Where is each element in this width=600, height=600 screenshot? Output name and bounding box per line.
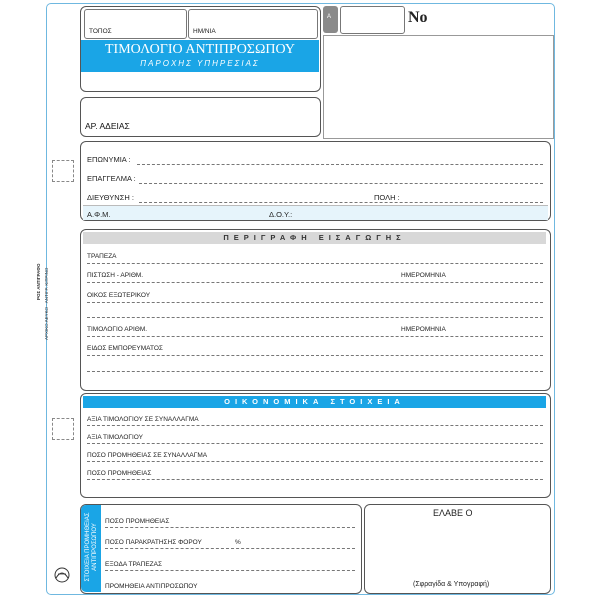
place-label: ΤΟΠΟΣ xyxy=(89,28,112,35)
stamp-label: (Σφραγίδα & Υπογραφή) xyxy=(413,581,490,588)
financial-row-3: ΠΟΣΟ ΠΡΟΜΗΘΕΙΑΣ ΣΕ ΣΥΝΑΛΛΑΓΜΑ xyxy=(87,452,208,459)
publisher-logo-icon xyxy=(52,566,72,584)
tax-strip xyxy=(83,205,548,220)
perforation-mark-top xyxy=(52,160,74,182)
foreign-house-label: ΟΙΚΟΣ ΕΞΩΤΕΡΙΚΟΥ xyxy=(87,292,151,299)
copy-tab xyxy=(323,6,338,33)
financial-title: ΟΙΚΟΝΟΜΙΚΑ ΣΤΟΙΧΕΙΑ xyxy=(83,396,546,408)
commission-line-2 xyxy=(105,548,355,549)
address-label: ΔΙΕΥΘΥΝΣΗ : xyxy=(87,193,134,202)
afm-label: Α.Φ.Μ. xyxy=(87,210,111,219)
customer-box xyxy=(80,141,551,221)
date-label: ΗΜ/ΝΙΑ xyxy=(193,28,216,35)
commission-box xyxy=(80,504,362,594)
financial-row-4: ΠΟΣΟ ΠΡΟΜΗΘΕΙΑΣ xyxy=(87,470,152,477)
import-line-3 xyxy=(87,302,543,303)
import-line-5 xyxy=(87,336,543,337)
profession-line xyxy=(139,183,543,184)
license-label: ΑΡ. ΑΔΕΙΑΣ xyxy=(85,121,130,131)
import-title: ΠΕΡΙΓΡΑΦΗ ΕΙΣΑΓΩΓΗΣ xyxy=(83,232,546,244)
commission-line-3 xyxy=(105,570,355,571)
financial-line-4 xyxy=(87,479,543,480)
financial-line-1 xyxy=(87,425,543,426)
date2-label: ΗΜΕΡΟΜΗΝΙΑ xyxy=(401,326,446,333)
number-field[interactable] xyxy=(340,6,405,34)
financial-box xyxy=(80,393,551,498)
header-box xyxy=(80,6,321,92)
financial-line-2 xyxy=(87,443,543,444)
financial-row-1: ΑΞΙΑ ΤΙΜΟΛΟΓΙΟΥ ΣΕ ΣΥΝΑΛΛΑΓΜΑ xyxy=(87,416,199,423)
financial-row-2: ΑΞΙΑ ΤΙΜΟΛΟΓΙΟΥ xyxy=(87,434,143,441)
address-line xyxy=(139,202,543,203)
bank-label: ΤΡΑΠΕΖΑ xyxy=(87,253,117,260)
license-box xyxy=(80,97,321,137)
surname-label: ΕΠΩΝΥΜΙΑ : xyxy=(87,155,131,164)
letter-label: ΠΙΣΤΩΣΗ - ΑΡΙΘΜ. xyxy=(87,272,144,279)
received-label: ΕΛΑΒΕ Ο xyxy=(433,508,473,518)
import-line-4 xyxy=(87,317,543,318)
city-label: ΠΟΛΗ : xyxy=(374,193,400,202)
perforation-mark-bottom xyxy=(52,418,74,440)
commission-row-4: ΠΡΟΜΗΘΕΙΑ ΑΝΤΙΠΡΟΣΩΠΟΥ xyxy=(105,583,198,590)
profession-label: ΕΠΑΓΓΕΛΜΑ : xyxy=(87,174,136,183)
import-line-2 xyxy=(87,282,543,283)
commission-row-3: ΕΞΟΔΑ ΤΡΑΠΕΖΑΣ xyxy=(105,561,162,568)
percent-sign: % xyxy=(235,539,241,546)
doy-label: Δ.Ο.Υ.: xyxy=(269,210,293,219)
commission-row-1: ΠΟΣΟ ΠΡΟΜΗΘΕΙΑΣ xyxy=(105,518,170,525)
import-line-1 xyxy=(87,263,543,264)
commission-row-2: ΠΟΣΟ ΠΑΡΑΚΡΑΤΗΣΗΣ ΦΟΡΟΥ xyxy=(105,539,202,546)
receipt-box xyxy=(364,504,551,594)
financial-line-3 xyxy=(87,461,543,462)
import-line-6 xyxy=(87,355,543,356)
goods-label: ΕΙΔΟΣ ΕΜΠΟΡΕΥΜΑΤΟΣ xyxy=(87,345,163,352)
import-line-7 xyxy=(87,371,543,372)
commission-side-bar xyxy=(81,505,101,592)
document-title: ΤΙΜΟΛΟΓΙΟ ΑΝΤΙΠΡΟΣΩΠΟΥ xyxy=(104,42,295,57)
invoice-no-label: ΤΙΜΟΛΟΓΙΟ ΑΡΙΘΜ. xyxy=(87,326,148,333)
import-box xyxy=(80,229,551,391)
surname-line xyxy=(137,164,543,165)
margin-text-1: ΡΟΣ ΑΝΤΙΓΡΑΦΟ xyxy=(36,263,41,300)
place-field[interactable] xyxy=(84,9,187,39)
commission-line-1 xyxy=(105,527,355,528)
margin-text-2: ΑΡΧΙΚΟ ΛΕΥΚΟ · ΑΝΤΙΓΡ. ΚΙΤΡΙΝΟ xyxy=(44,267,49,340)
date1-label: ΗΜΕΡΟΜΗΝΙΑ xyxy=(401,272,446,279)
date-field[interactable] xyxy=(188,9,318,39)
title-banner xyxy=(81,40,319,72)
number-label: No xyxy=(408,9,428,26)
commission-side-label: ΣΤΟΙΧΕΙΑ ΠΡΟΜΗΘΕΙΑΣ ΑΝΤΙΠΡΟΣΩΠΟΥ xyxy=(85,512,98,582)
document-subtitle: ΠΑΡΟΧΗΣ ΥΠΗΡΕΣΙΑΣ xyxy=(140,59,260,68)
recipient-box xyxy=(323,35,554,139)
copy-tab-label: Α xyxy=(327,14,332,20)
